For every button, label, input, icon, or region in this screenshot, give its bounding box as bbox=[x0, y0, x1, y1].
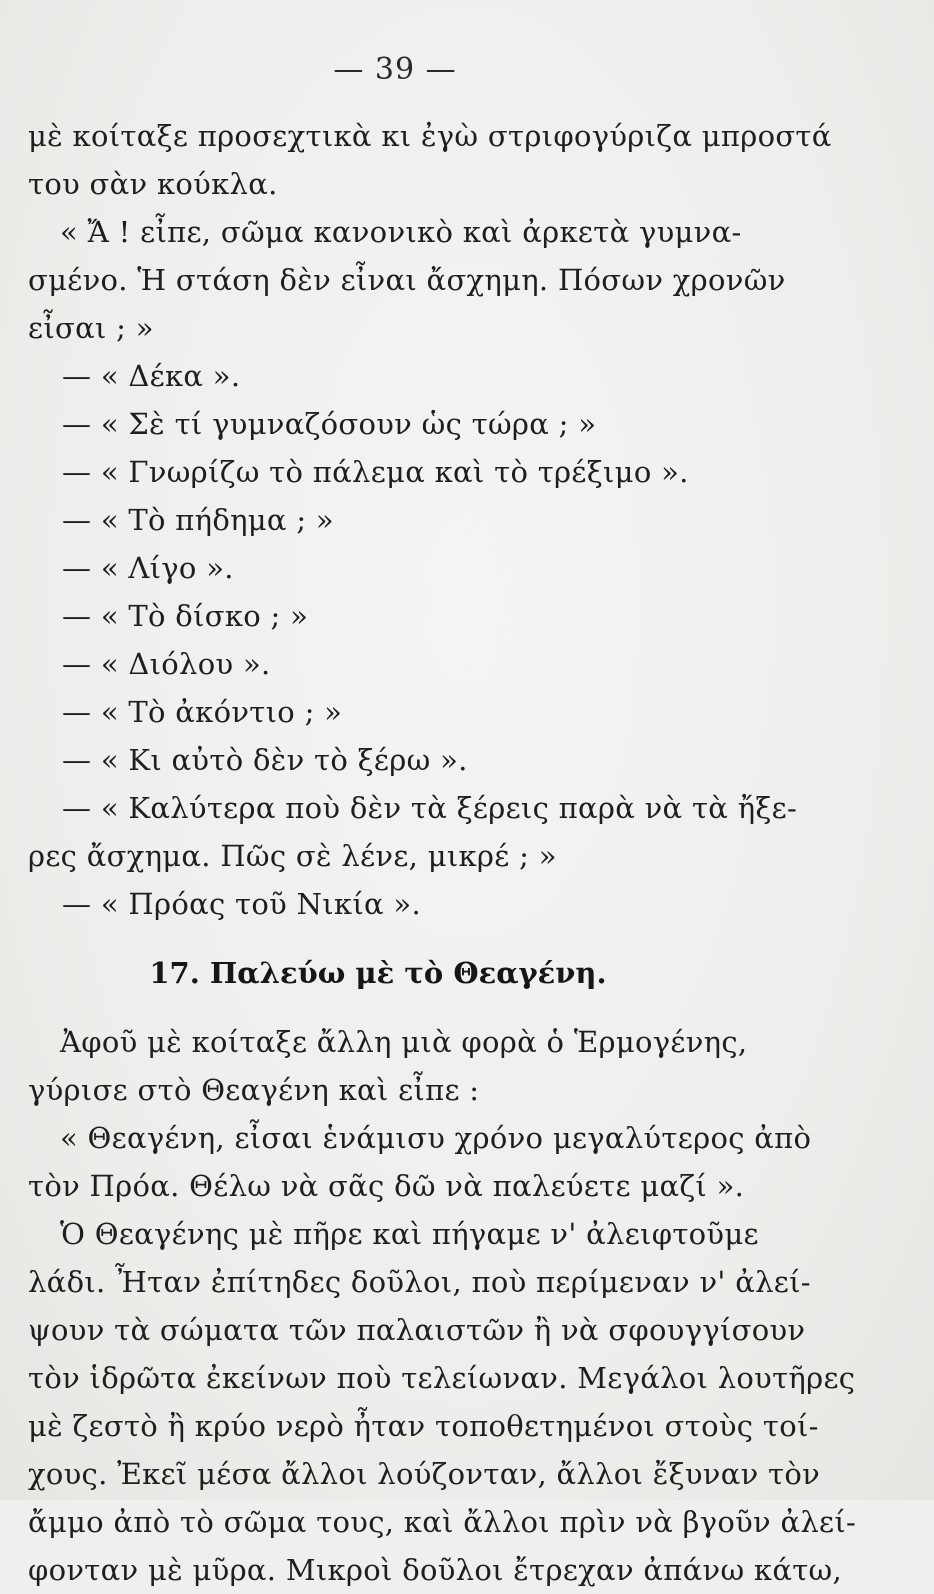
text-line: — « Τὸ πήδημα ; » bbox=[62, 503, 334, 537]
text-line: τὸν Πρόα. Θέλω νὰ σᾶς δῶ νὰ παλεύετε μαζί ». bbox=[28, 1169, 745, 1203]
text-line: του σὰν κούκλα. bbox=[28, 167, 278, 201]
text-line: — « Λίγο ». bbox=[62, 551, 234, 585]
dialogue-section bbox=[28, 112, 832, 928]
narrative-section bbox=[28, 1018, 857, 1594]
text-line: — « Δέκα ». bbox=[62, 359, 241, 393]
page-number: — 39 — bbox=[333, 52, 457, 87]
text-line: — « Διόλου ». bbox=[62, 647, 271, 681]
text-line: ρες ἄσχημα. Πῶς σὲ λένε, μικρέ ; » bbox=[28, 839, 557, 873]
text-line: — « Πρόας τοῦ Νικία ». bbox=[62, 887, 421, 921]
text-line: μὲ κοίταξε προσεχτικὰ κι ἐγὼ στριφογύριζα μπροστά bbox=[28, 119, 832, 153]
text-line: χους. Ἐκεῖ μέσα ἄλλοι λούζονταν, ἄλλοι ἔξυναν τὸν bbox=[28, 1457, 821, 1491]
text-line: « Θεαγένη, εἶσαι ἑνάμισυ χρόνο μεγαλύτερος ἀπὸ bbox=[60, 1121, 812, 1155]
text-line: — « Γνωρίζω τὸ πάλεμα καὶ τὸ τρέξιμο ». bbox=[62, 455, 689, 489]
page-text bbox=[28, 112, 857, 1594]
text-line: εἶσαι ; » bbox=[28, 311, 154, 345]
text-line: Ἀφοῦ μὲ κοίταξε ἄλλη μιὰ φορὰ ὁ Ἑρμογένης, bbox=[60, 1025, 748, 1059]
chapter-heading: 17. Παλεύω μὲ τὸ Θεαγένη. bbox=[149, 956, 607, 990]
text-line: Ὁ Θεαγένης μὲ πῆρε καὶ πήγαμε ν' ἀλειφτοῦμε bbox=[60, 1217, 759, 1251]
text-line: — « Κι αὐτὸ δὲν τὸ ξέρω ». bbox=[62, 743, 468, 777]
text-line: φονταν μὲ μῦρα. Μικροὶ δοῦλοι ἔτρεχαν ἀπάνω κάτω, bbox=[28, 1553, 843, 1587]
text-line: ἄμμο ἀπὸ τὸ σῶμα τους, καὶ ἄλλοι πρὶν νὰ βγοῦν ἀλεί- bbox=[28, 1505, 857, 1539]
text-line: γύρισε στὸ Θεαγένη καὶ εἶπε : bbox=[28, 1073, 480, 1107]
text-line: τὸν ἱδρῶτα ἐκείνων ποὺ τελείωναν. Μεγάλοι λουτῆρες bbox=[28, 1361, 856, 1395]
text-line: — « Σὲ τί γυμναζόσουν ὡς τώρα ; » bbox=[62, 407, 597, 441]
text-line: σμένο. Ἡ στάση δὲν εἶναι ἄσχημη. Πόσων χρονῶν bbox=[28, 263, 786, 297]
text-line: μὲ ζεστὸ ἢ κρύο νερὸ ἦταν τοποθετημένοι στοὺς τοί- bbox=[28, 1409, 819, 1443]
text-line: — « Τὸ δίσκο ; » bbox=[62, 599, 309, 633]
text-line: ψουν τὰ σώματα τῶν παλαιστῶν ἢ νὰ σφουγγίσουν bbox=[28, 1313, 806, 1347]
text-line: — « Καλύτερα ποὺ δὲν τὰ ξέρεις παρὰ νὰ τὰ ἤξε- bbox=[62, 791, 798, 825]
text-line: λάδι. Ἦταν ἐπίτηδες δοῦλοι, ποὺ περίμεναν ν' ἀλεί- bbox=[28, 1265, 811, 1299]
text-line: — « Τὸ ἀκόντιο ; » bbox=[62, 695, 343, 729]
text-line: « Ἄ ! εἶπε, σῶμα κανονικὸ καὶ ἀρκετὰ γυμνα- bbox=[60, 215, 742, 249]
